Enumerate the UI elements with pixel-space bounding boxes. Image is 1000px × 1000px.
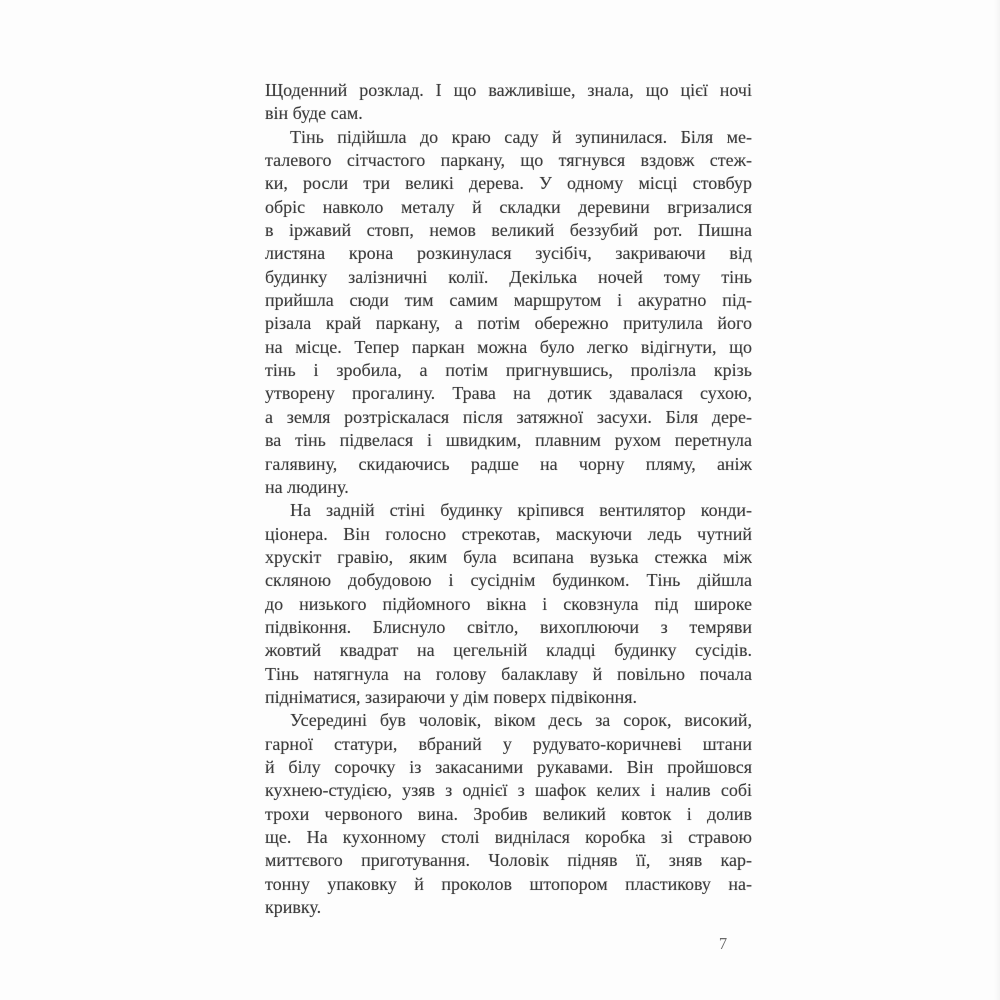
paragraph xyxy=(265,126,752,500)
text-line: талевого сітчастого паркану, що тягнувся вздовж стеж- xyxy=(265,150,752,171)
text-line: на місце. Тепер паркан можна було легко відігнути, що xyxy=(265,336,752,357)
text-line: Тінь підійшла до краю саду й зупинилася. Біля ме- xyxy=(290,126,752,147)
text-line: Щоденний розклад. І що важливіше, знала, що цієї ночі xyxy=(265,80,752,100)
text-line: а земля розтріскалася після затяжної засухи. Біля дере- xyxy=(265,406,752,427)
text-line: до низького підйомного вікна і сковзнула під широке xyxy=(265,593,752,614)
page-number: 7 xyxy=(718,934,728,953)
text-line: утворену прогалину. Трава на дотик здавалася сухою, xyxy=(265,383,752,404)
text-line: тінь і зробила, а потім пригнувшись, пролізла крізь xyxy=(265,360,752,381)
text-line: ки, росли три великі дерева. У одному місці стовбур xyxy=(265,173,752,194)
text-line: й білу сорочку із закасаними рукавами. Він пройшовся xyxy=(265,756,752,777)
text-line: галявину, скидаючись радше на чорну пляму, аніж xyxy=(265,453,752,474)
paragraph xyxy=(265,499,752,709)
text-line: різала край паркану, а потім обережно притулила його xyxy=(265,313,752,334)
text-line: підніматися, зазираючи у дім поверх підвіконня. xyxy=(265,686,637,707)
text-line: скляною добудовою і сусіднім будинком. Тінь дійшла xyxy=(265,570,752,591)
text-line: обріс навколо металу й складки деревини вгризалися xyxy=(265,196,752,217)
text-line: прийшла сюди тим самим маршрутом і акуратно під- xyxy=(265,290,752,311)
text-line: ціонера. Він голосно стрекотав, маскуючи ледь чутний xyxy=(265,523,752,544)
paragraph xyxy=(265,709,752,919)
text-line: ва тінь підвелася і швидким, плавним рухом перетнула xyxy=(265,430,752,451)
scan-edge-artifact xyxy=(994,0,1000,1000)
text-line: жовтий квадрат на цегельній кладці будинку сусідів. xyxy=(265,640,752,661)
text-line: він буде сам. xyxy=(265,103,363,124)
text-line: кривку. xyxy=(265,897,322,918)
text-line: в іржавий стовп, немов великий беззубий рот. Пишна xyxy=(265,220,752,241)
text-line: тонну упаковку й проколов штопором пластикову на- xyxy=(265,873,752,894)
text-line: на людину. xyxy=(265,476,349,497)
text-line: Усередині був чоловік, віком десь за сорок, високий, xyxy=(290,710,752,731)
paragraph xyxy=(265,79,752,126)
text-line: хрускіт гравію, яким була всипана вузька стежка між xyxy=(265,546,752,567)
text-line: Тінь натягнула на голову балаклаву й повільно почала xyxy=(265,663,752,684)
text-line: підвіконня. Блиснуло світло, вихоплюючи з темряви xyxy=(265,616,752,637)
text-line: На задній стіні будинку кріпився вентилятор конди- xyxy=(290,500,752,521)
text-line: ще. На кухонному столі виднілася коробка зі стравою xyxy=(265,827,752,847)
text-line: будинку залізничні колії. Декілька ночей тому тінь xyxy=(265,266,752,287)
text-line: гарної статури, вбраний у рудувато-коричневі штани xyxy=(265,733,752,754)
text-line: миттєвого приготування. Чоловік підняв її, зняв кар- xyxy=(265,850,752,871)
text-line: кухнею-студією, узяв з однієї з шафок келих і налив собі xyxy=(265,780,752,801)
text-block xyxy=(265,79,752,919)
text-line: листяна крона розкинулася зусібіч, закриваючи від xyxy=(265,243,752,264)
text-line: трохи червоного вина. Зробив великий ковток і долив xyxy=(265,803,752,824)
